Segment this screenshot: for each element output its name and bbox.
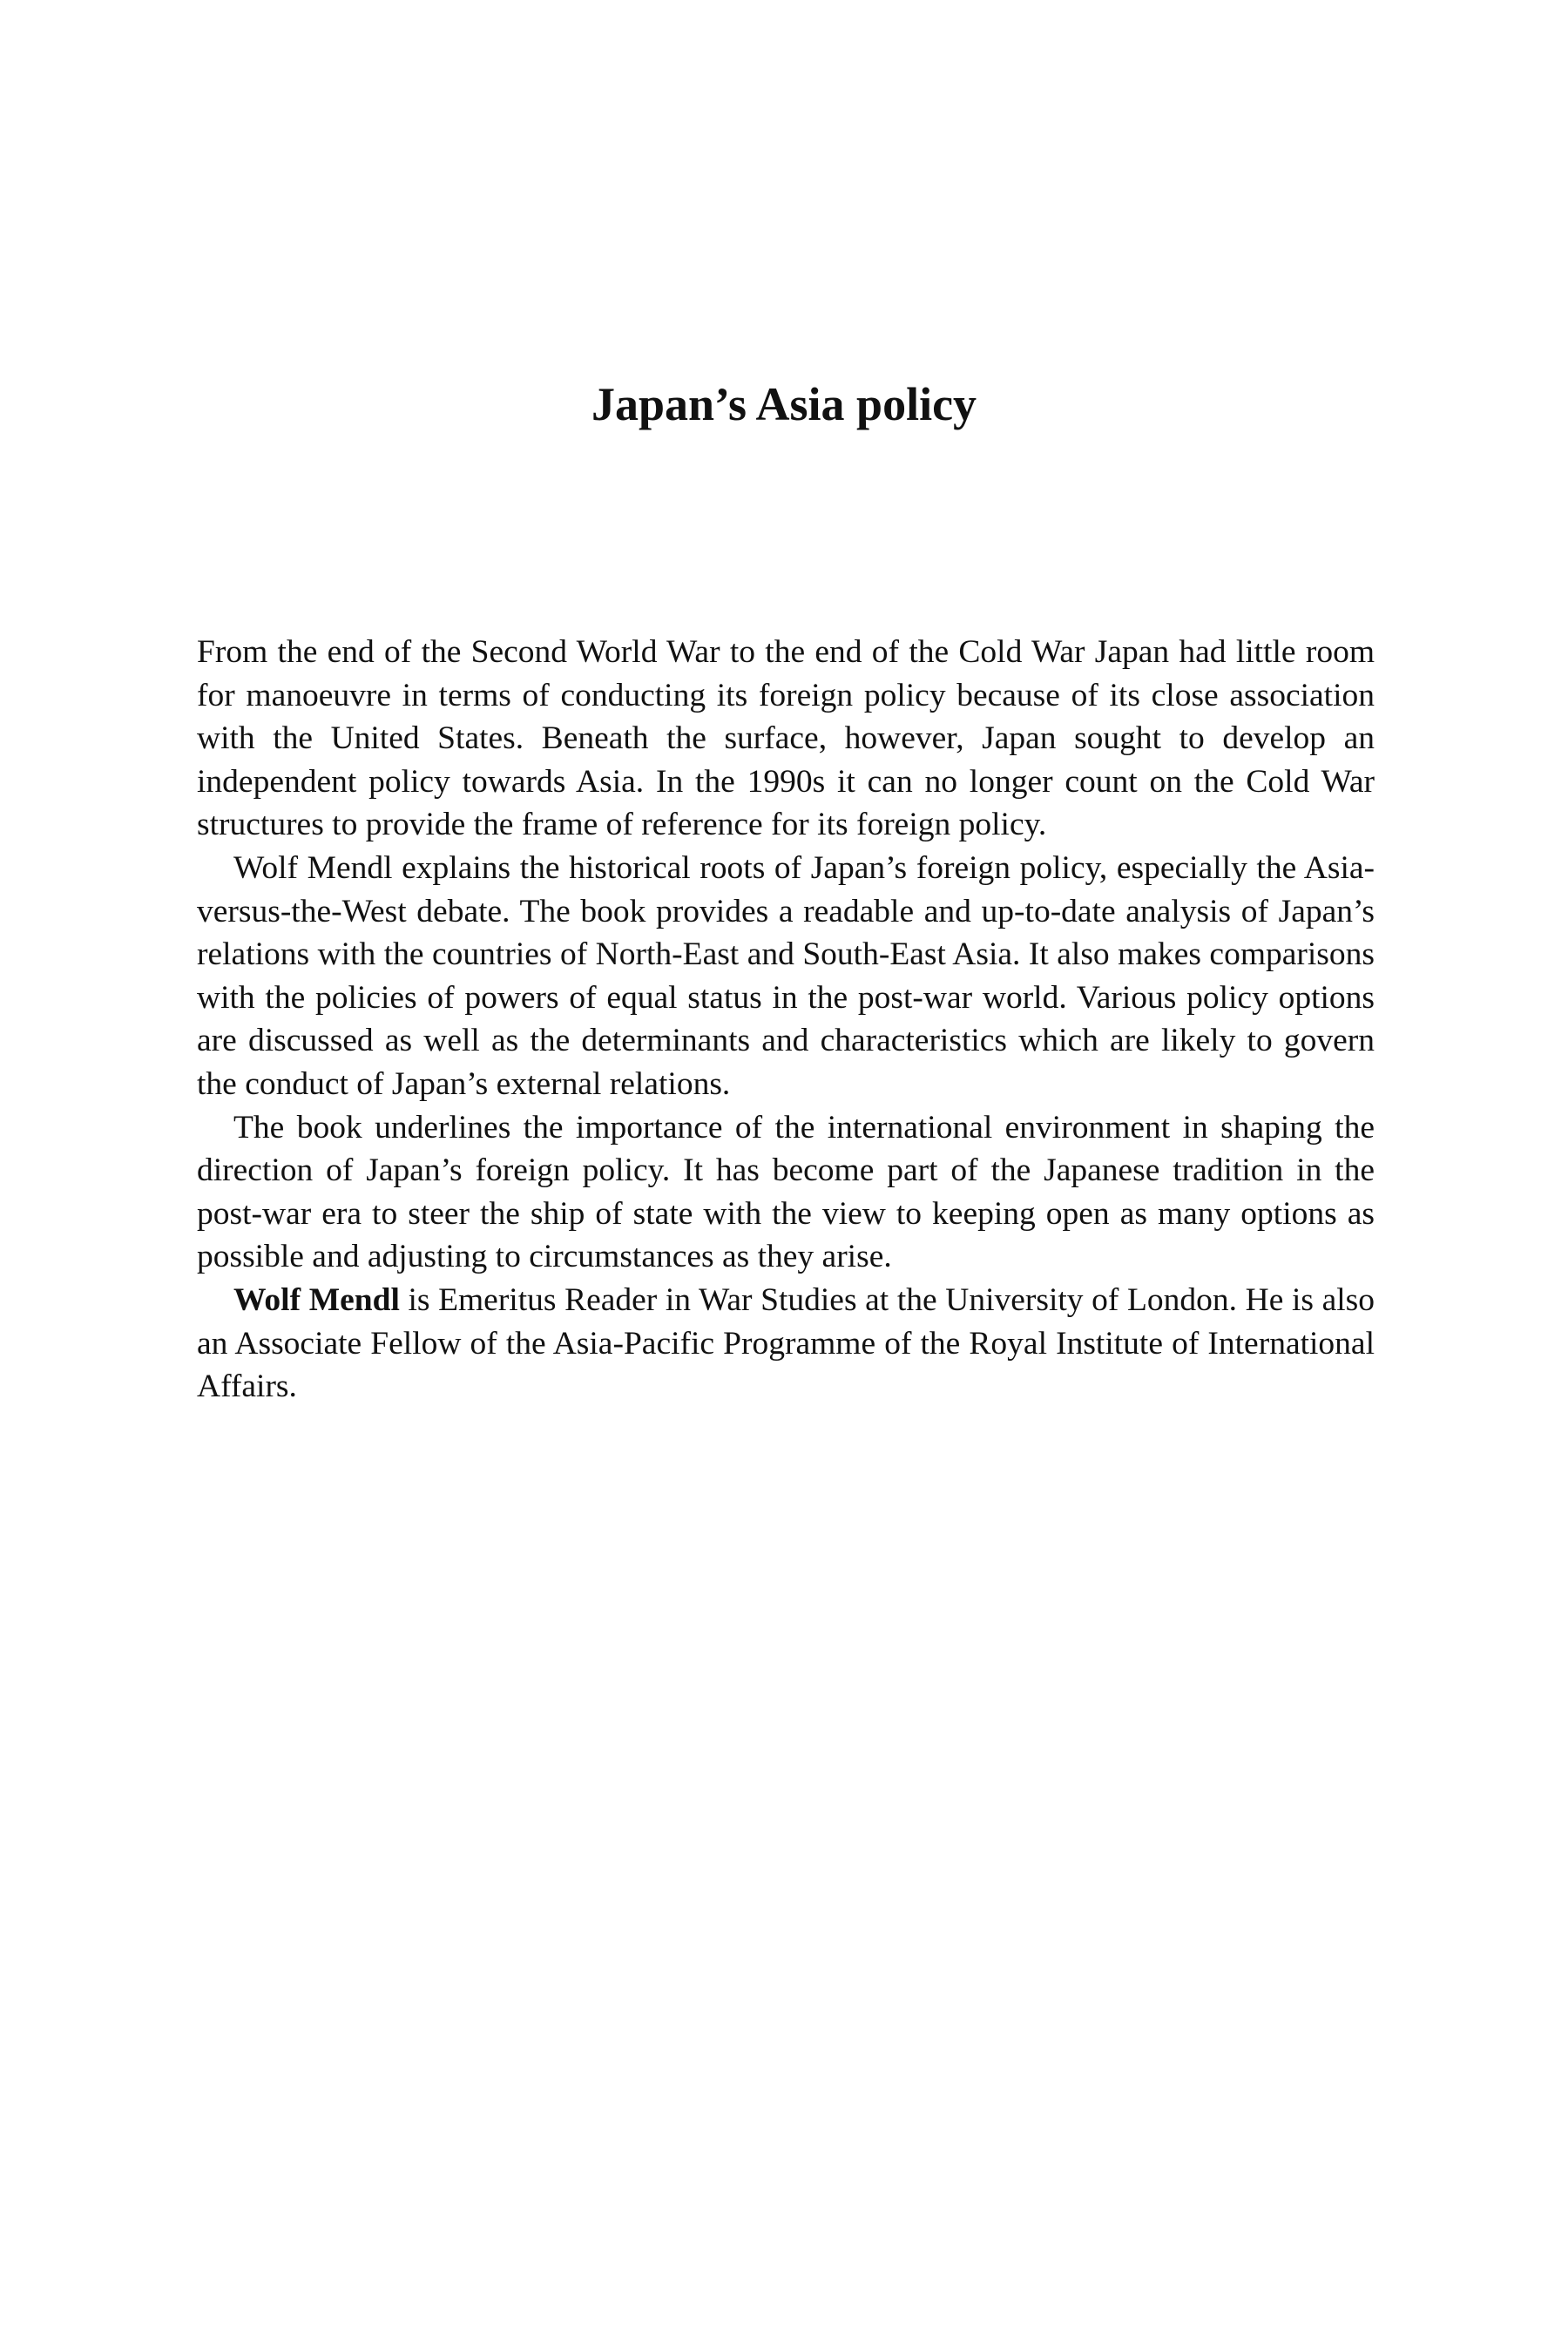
- description-paragraph-2: Wolf Mendl explains the historical roots of Japan’s foreign policy, especially the Asia-versus-the-West debate. The book provides a readable and up-to-date analysis of Japan’s relations with the countries of North-East and South-East Asia. It also makes comparisons with the policies of powers of equal status in the post-war world. Various policy options are discussed as well as the determinants and characteristics which are likely to govern the conduct of Japan’s external relations.: [197, 849, 1375, 1102]
- book-title: Japan’s Asia policy: [591, 378, 977, 430]
- description-paragraph-3: The book underlines the importance of the international environment in shaping the direction of Japan’s foreign policy. It has become part of the Japanese tradition in the post-war era to steer the ship of state with the view to keeping open as many options as possible and adjusting to circumstances as they arise.: [197, 1109, 1375, 1275]
- author-bio-text: is Emeritus Reader in War Studies at the University of London. He is also an Associate Fellow of the Asia-Pacific Programme of the Royal Institute of International Affairs.: [197, 1281, 1375, 1405]
- book-description: [197, 631, 1375, 1409]
- author-bio-paragraph: [197, 1279, 1375, 1409]
- description-paragraph-1: From the end of the Second World War to the end of the Cold War Japan had little room for manoeuvre in terms of conducting its foreign policy because of its close association with the United States. Beneath the surface, however, Japan sought to develop an independent policy towards Asia. In the 1990s it can no longer count on the Cold War structures to provide the frame of reference for its foreign policy.: [197, 634, 1375, 843]
- author-name: Wolf Mendl: [233, 1281, 400, 1318]
